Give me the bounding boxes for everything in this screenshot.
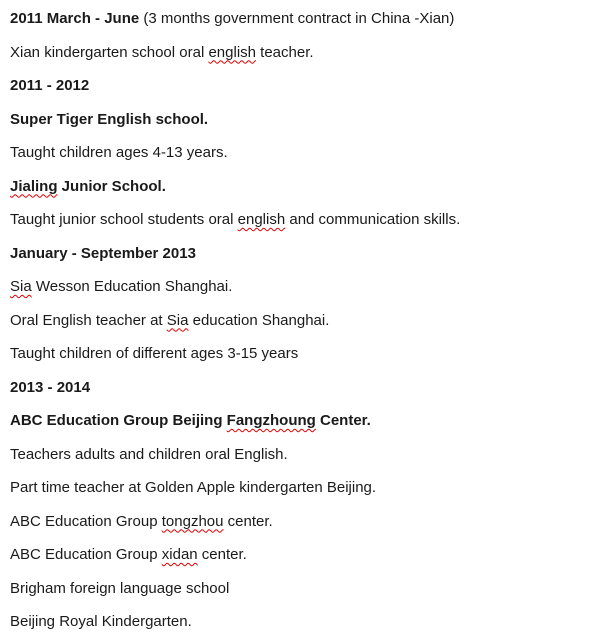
paragraph xyxy=(10,2,603,36)
text-run: and communication skills. xyxy=(285,211,461,228)
text-run: ABC Education Group xyxy=(10,546,162,563)
paragraph xyxy=(10,237,603,271)
misspelled-word: english xyxy=(237,211,286,228)
text-run: center. xyxy=(197,546,247,563)
text-run: 2013 - 2014 xyxy=(10,378,91,396)
text-run: Teachers adults and children oral English. xyxy=(10,445,288,463)
paragraph xyxy=(10,538,603,572)
text-run: Part time teacher at Golden Apple kindergarten Beijing. xyxy=(10,479,377,496)
misspelled-word: tongzhou xyxy=(161,512,224,530)
paragraph xyxy=(10,438,603,472)
misspelled-word: english xyxy=(208,43,256,61)
text-run: Super Tiger English school. xyxy=(10,110,209,128)
paragraph xyxy=(10,136,603,170)
text-run: Beijing Royal Kindergarten. xyxy=(10,613,192,630)
misspelled-word: Sia xyxy=(166,311,189,329)
text-run: Brigham foreign language school xyxy=(10,579,230,597)
text-run: January - September 2013 xyxy=(10,244,196,262)
paragraph xyxy=(10,471,603,505)
paragraph xyxy=(10,304,603,338)
paragraph xyxy=(10,605,603,639)
paragraph xyxy=(10,404,603,438)
text-run: Taught children of different ages 3-15 years xyxy=(10,345,299,362)
text-run: Wesson Education Shanghai. xyxy=(31,278,233,295)
paragraph xyxy=(10,203,603,237)
text-run: (3 months government contract in China -Xian) xyxy=(143,10,455,27)
text-run: center. xyxy=(223,512,273,530)
misspelled-word: xidan xyxy=(161,546,198,563)
text-run: education Shanghai. xyxy=(188,311,330,329)
text-run: teacher. xyxy=(256,43,314,61)
paragraph xyxy=(10,337,603,371)
misspelled-word: Fangzhoung xyxy=(226,412,316,429)
text-run: Center. xyxy=(315,412,371,429)
text-run: Oral English teacher at xyxy=(10,311,167,329)
text-run: Taught children ages 4-13 years. xyxy=(10,144,228,161)
text-run: Xian kindergarten school oral xyxy=(10,43,209,61)
text-run: 2011 March - June xyxy=(10,10,144,27)
paragraph xyxy=(10,371,603,405)
misspelled-word: Jialing xyxy=(10,177,58,195)
paragraph xyxy=(10,170,603,204)
text-run: ABC Education Group Beijing xyxy=(10,412,227,429)
text-run: 2011 - 2012 xyxy=(10,77,90,94)
paragraph xyxy=(10,103,603,137)
text-run: Taught junior school students oral xyxy=(10,211,238,228)
paragraph xyxy=(10,69,603,103)
text-run: ABC Education Group xyxy=(10,512,162,530)
paragraph xyxy=(10,505,603,539)
paragraph xyxy=(10,36,603,70)
text-run: Junior School. xyxy=(57,177,166,195)
paragraph xyxy=(10,572,603,606)
misspelled-word: Sia xyxy=(10,278,32,295)
paragraph xyxy=(10,270,603,304)
